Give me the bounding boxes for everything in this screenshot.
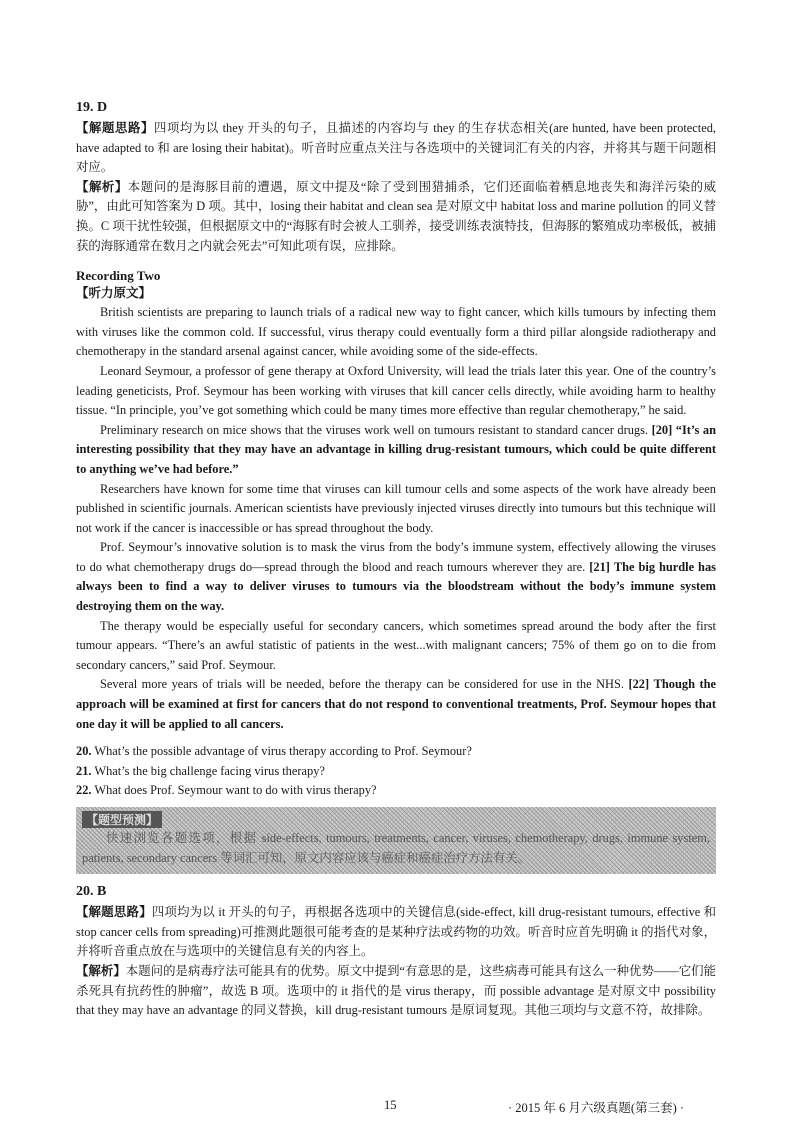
question-number: 22. [76, 783, 92, 798]
question-item [76, 762, 716, 782]
question-item [76, 742, 716, 762]
thinking-text: 四项均为以 they 开头的句子，且描述的内容均与 they 的生存状态相关(are hunted, have been protected, have adapted to 和 are losing their habitat)。听音时应重点关注与各选项中的关键词汇有关的内容，并将其与题干问题相对应。 [76, 121, 717, 175]
analysis-text: 本题问的是海豚目前的遭遇，原文中提及“除了受到围猎捕杀，它们还面临着栖息地丧失和海洋污染的威胁”，由此可知答案为 D 项。其中，losing their habitat and clean sea 是对原文中 habitat loss and marine pollution 的同义替换。C 项干扰性较强，但根据原文中的“海豚有时会被人工驯养，接受训练表演特技，但海豚的繁殖成功率极低，被捕获的海豚通常在数月之内就会死去”可知此项有误，应排除。 [76, 179, 716, 253]
transcript-paragraph-3 [76, 421, 716, 480]
page-number: 15 [384, 1098, 397, 1112]
transcript-paragraph-2: Leonard Seymour, a professor of gene therapy at Oxford University, will lead the trials later this year. One of the country’s leading geneticists, Prof. Seymour has been working with viruses that kill cancer cells directly, while avoiding harm to healthy tissue. “In principle, you’ve got something which could be many times more effective than regular chemotherapy,” he said. [76, 363, 716, 418]
transcript-paragraph-7 [76, 675, 716, 734]
prediction-tip-box [76, 807, 716, 874]
key-sentence-20: “It’s an interesting possibility that they may have an advantage in killing drug-resistant tumours, which could be quite different to anything we’ve had before.” [76, 422, 716, 476]
thinking-label: 【解题思路】 [76, 905, 152, 920]
question-marker-20: [20] [651, 422, 673, 437]
analysis-label: 【解析】 [76, 963, 126, 978]
question-item [76, 781, 716, 801]
analysis-text: 本题问的是病毒疗法可能具有的优势。原文中提到“有意思的是，这些病毒可能具有这么一种优势——它们能杀死具有抗药性的肿瘤”，故选 B 项。选项中的 it 指代的是 virus therapy，而 possible advantage 是对原文中 possibility that they may have an advantage 的同义替换，kill drug-resistant tumours 是原词复现。其他三项均与文意不符，故排除。 [76, 963, 717, 1018]
key-sentence-22: Though the approach will be examined at first for cancers that do not respond to conventional treatments, Prof. Seymour hopes that one day it will be applied to all cancers. [76, 677, 716, 731]
question-text: What does Prof. Seymour want to do with virus therapy? [94, 783, 377, 798]
document-page [76, 100, 716, 1021]
transcript-text: Preliminary research on mice shows that the viruses work well on tumours resistant to standard cancer drugs. [100, 422, 649, 437]
transcript-paragraph-4: Researchers have known for some time that viruses can kill tumour cells and some aspects of the work have already been published in scientific journals. American scientists have previously injected viruses directly into tumours but this technique will not work if the cancer is inaccessible or has spread throughout the body. [76, 481, 716, 535]
thinking-paragraph-19 [76, 119, 716, 178]
question-number: 21. [76, 763, 92, 778]
thinking-text: 四项均为以 it 开头的句子，再根据各选项中的关键信息(side-effect, kill drug-resistant tumours, effective 和 stop cancer cells from spreading)可推测此题很可能考查的是某种疗法或药物的功效。听音时应首先明确 it 的指代对象，并将听音重点放在与选项中的关键信息有关的内容上。 [76, 905, 716, 959]
question-text: What’s the big challenge facing virus therapy? [94, 763, 325, 778]
transcript-text: Prof. Seymour’s innovative solution is to mask the virus from the body’s immune system, effectively allowing the viruses to do what chemotherapy drugs do—spread through the blood and reach tumours wherever they are. [76, 540, 716, 574]
tip-label: 【题型预测】 [82, 811, 162, 828]
question-list [76, 742, 716, 801]
question-number: 20. [76, 744, 92, 759]
transcript-text: Several more years of trials will be needed, before the therapy can be considered for use in the NHS. [100, 677, 624, 692]
tip-text: 快速浏览各题选项，根据 side-effects, tumours, treatments, cancer, viruses, chemotherapy, drugs, immune system, patients, secondary cancers 等词汇可知，原文内容应该与癌症和癌症治疗方法有关。 [82, 831, 710, 865]
question-20-section [76, 884, 716, 1021]
question-19-section [76, 100, 716, 256]
analysis-label: 【解析】 [76, 179, 128, 194]
transcript-paragraph-1: British scientists are preparing to launch trials of a radical new way to fight cancer, which kills tumours by infecting them with viruses like the common cold. If successful, virus therapy could eventually form a third pillar alongside radiotherapy and chemotherapy in the standard arsenal against cancer, while avoiding some of the side-effects. [76, 305, 716, 359]
thinking-paragraph-20 [76, 903, 716, 962]
answer-heading-20: 20. B [76, 884, 107, 900]
key-sentence-21: The big hurdle has always been to find a way to deliver viruses to tumours via the bloodstream without the body’s immune system destroying them on the way. [76, 559, 716, 614]
answer-heading-19: 19. D [76, 100, 108, 115]
question-text: What’s the possible advantage of virus therapy according to Prof. Seymour? [94, 744, 472, 759]
exam-source: · 2015 年 6 月六级真题(第三套) · [508, 1101, 685, 1115]
transcript-paragraph-6: The therapy would be especially useful for secondary cancers, which sometimes spread around the body after the first tumour appears. “There’s an awful statistic of patients in the west...with malignant cancers; 75% of them go on to die from secondary cancers,” said Prof. Seymour. [76, 618, 716, 672]
question-marker-22: [22] [628, 677, 650, 692]
recording-title: Recording Two [76, 268, 161, 284]
analysis-paragraph-20 [76, 962, 716, 1021]
thinking-label: 【解题思路】 [76, 121, 154, 135]
question-marker-21: [21] [589, 559, 610, 574]
analysis-paragraph-19 [76, 178, 716, 256]
transcript-paragraph-5 [76, 538, 716, 616]
transcript-label: 【听力原文】 [76, 286, 152, 301]
